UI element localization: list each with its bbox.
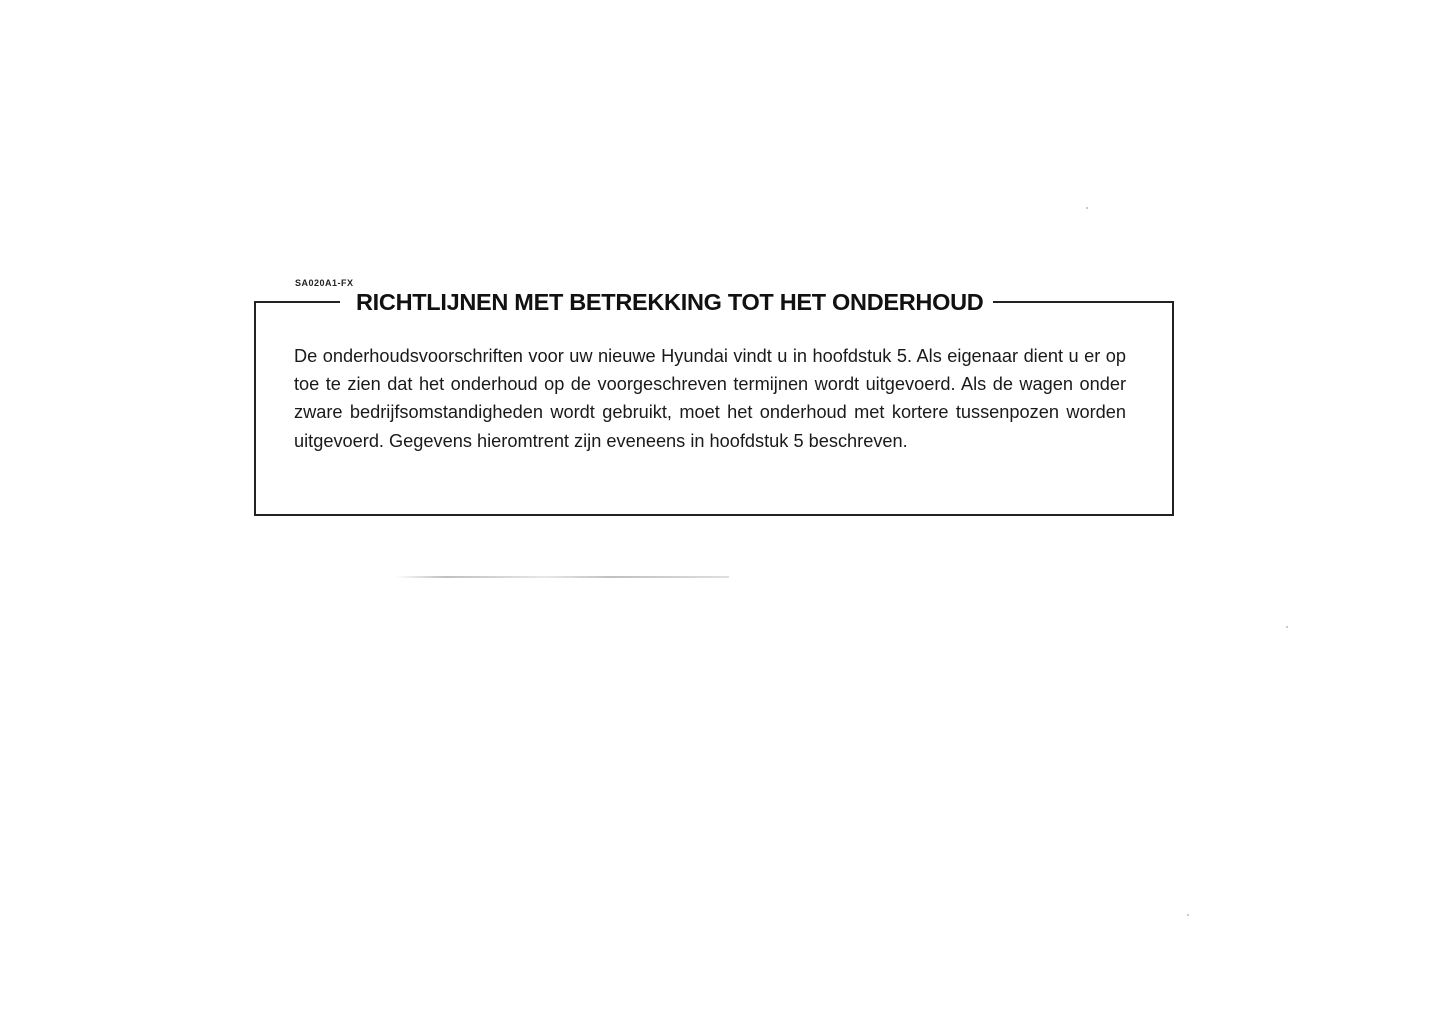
title-rule-right xyxy=(993,301,1174,303)
scan-speck xyxy=(1286,626,1288,628)
notice-body: De onderhoudsvoorschriften voor uw nieuwe Hyundai vindt u in hoofdstuk 5. Als eigenaar dient u er op toe te zien dat het onderhoud op de voorgeschreven termijnen wordt uitgevoerd. Als de wagen onder zware bedrijfsomstandigheden wordt gebruikt, moet het onderhoud met kortere tussenpozen worden uitgevoerd. Gegevens hieromtrent zijn eveneens in hoofdstuk 5 beschreven. xyxy=(294,346,1126,451)
notice-title: RICHTLIJNEN MET BETREKKING TOT HET ONDERHOUD xyxy=(356,288,984,315)
scan-smudge xyxy=(395,576,729,578)
notice-title-row xyxy=(256,287,1172,317)
scan-speck xyxy=(1187,914,1189,916)
title-rule-left xyxy=(254,301,340,303)
notice-box xyxy=(254,288,1174,516)
scan-speck xyxy=(1086,207,1088,209)
document-code: SA020A1-FX xyxy=(295,278,354,288)
